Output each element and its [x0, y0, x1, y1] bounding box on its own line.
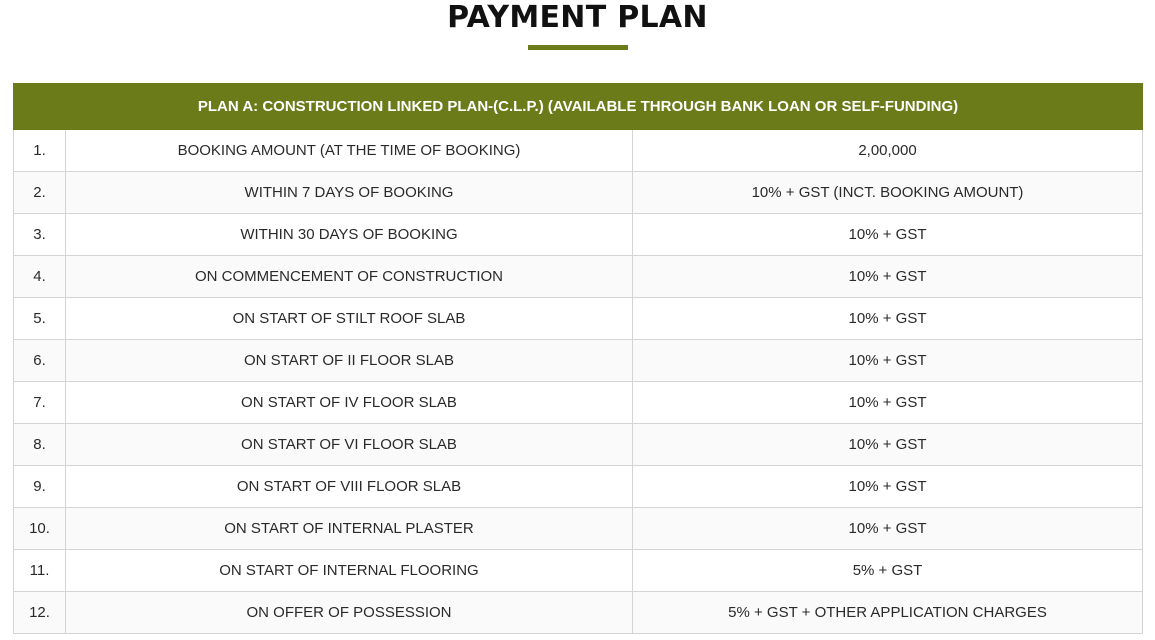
payment-amount: 10% + GST [633, 424, 1143, 466]
payment-stage: ON START OF II FLOOR SLAB [66, 340, 633, 382]
payment-amount: 5% + GST + OTHER APPLICATION CHARGES [633, 592, 1143, 634]
row-number: 3. [14, 214, 66, 256]
table-row [14, 256, 1143, 298]
payment-amount: 10% + GST [633, 382, 1143, 424]
table-row [14, 214, 1143, 256]
table-row [14, 340, 1143, 382]
payment-stage: ON START OF INTERNAL FLOORING [66, 550, 633, 592]
payment-stage: ON OFFER OF POSSESSION [66, 592, 633, 634]
table-header-row [14, 84, 1143, 130]
payment-amount: 10% + GST (INCT. BOOKING AMOUNT) [633, 172, 1143, 214]
payment-stage: WITHIN 30 DAYS OF BOOKING [66, 214, 633, 256]
table-row [14, 130, 1143, 172]
payment-stage: ON START OF STILT ROOF SLAB [66, 298, 633, 340]
payment-amount: 5% + GST [633, 550, 1143, 592]
table-row [14, 382, 1143, 424]
row-number: 1. [14, 130, 66, 172]
payment-stage: ON COMMENCEMENT OF CONSTRUCTION [66, 256, 633, 298]
payment-amount: 10% + GST [633, 298, 1143, 340]
payment-amount: 2,00,000 [633, 130, 1143, 172]
row-number: 8. [14, 424, 66, 466]
payment-amount: 10% + GST [633, 466, 1143, 508]
table-row [14, 592, 1143, 634]
row-number: 6. [14, 340, 66, 382]
payment-stage: ON START OF VI FLOOR SLAB [66, 424, 633, 466]
payment-stage: WITHIN 7 DAYS OF BOOKING [66, 172, 633, 214]
table-row [14, 298, 1143, 340]
row-number: 5. [14, 298, 66, 340]
row-number: 10. [14, 508, 66, 550]
payment-plan-table [13, 83, 1143, 634]
table-row [14, 550, 1143, 592]
title-underline [528, 45, 628, 50]
row-number: 2. [14, 172, 66, 214]
payment-amount: 10% + GST [633, 340, 1143, 382]
page-title: PAYMENT PLAN [447, 0, 708, 35]
row-number: 12. [14, 592, 66, 634]
plan-rows [14, 130, 1143, 634]
payment-stage: ON START OF IV FLOOR SLAB [66, 382, 633, 424]
plan-header: PLAN A: CONSTRUCTION LINKED PLAN-(C.L.P.) (AVAILABLE THROUGH BANK LOAN OR SELF-FUNDING) [14, 84, 1143, 130]
payment-stage: ON START OF VIII FLOOR SLAB [66, 466, 633, 508]
row-number: 7. [14, 382, 66, 424]
payment-stage: ON START OF INTERNAL PLASTER [66, 508, 633, 550]
table-row [14, 508, 1143, 550]
table-row [14, 172, 1143, 214]
row-number: 9. [14, 466, 66, 508]
table-row [14, 466, 1143, 508]
payment-amount: 10% + GST [633, 508, 1143, 550]
payment-stage: BOOKING AMOUNT (AT THE TIME OF BOOKING) [66, 130, 633, 172]
payment-amount: 10% + GST [633, 214, 1143, 256]
payment-amount: 10% + GST [633, 256, 1143, 298]
table-row [14, 424, 1143, 466]
row-number: 4. [14, 256, 66, 298]
row-number: 11. [14, 550, 66, 592]
